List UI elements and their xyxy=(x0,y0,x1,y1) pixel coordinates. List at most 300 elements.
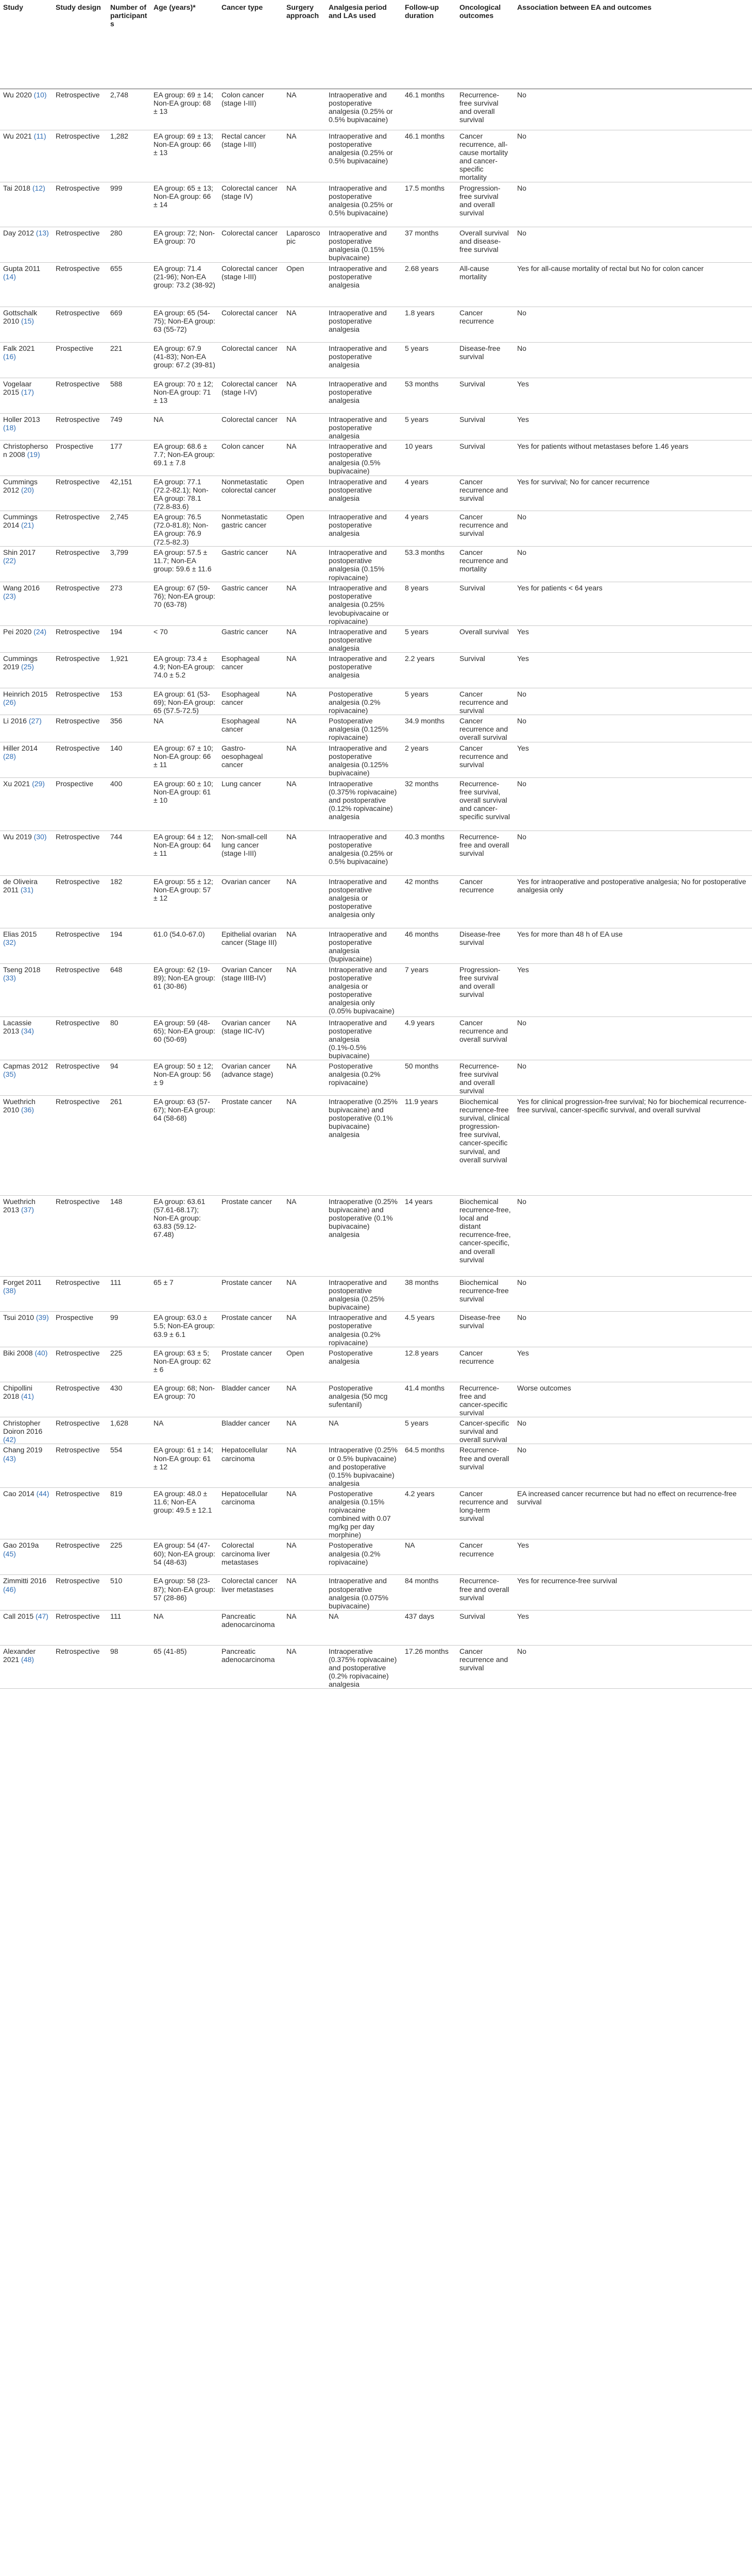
study-cell xyxy=(0,1417,53,1444)
association-cell: Yes xyxy=(514,742,752,777)
cancer-type-cell: Colon cancer (stage I-III) xyxy=(218,89,283,130)
cancer-type-cell: Colorectal cancer (stage I-III) xyxy=(218,262,283,307)
association-cell: No xyxy=(514,182,752,227)
age-cell: EA group: 77.1 (72.2-82.1); Non-EA group: 78.1 (72.8-83.6) xyxy=(150,476,218,511)
age-cell: EA group: 68; Non-EA group: 70 xyxy=(150,1382,218,1417)
reference-link[interactable]: (36) xyxy=(21,1106,34,1114)
reference-link[interactable]: (20) xyxy=(21,485,34,494)
study-name: Cummings 2014 xyxy=(3,513,38,530)
age-cell: EA group: 58 (23-87); Non-EA group: 57 (28-86) xyxy=(150,1575,218,1610)
association-cell: Worse outcomes xyxy=(514,1382,752,1417)
study-name: Cummings 2012 xyxy=(3,477,38,494)
oncological-outcomes-cell: Cancer recurrence and survival xyxy=(456,688,514,715)
study-design-cell: Retrospective xyxy=(53,1539,107,1575)
association-cell: Yes for all-cause mortality of rectal but No for colon cancer xyxy=(514,262,752,307)
analgesia-cell: Intraoperative (0.25% bupivacaine) and postoperative (0.1% bupivacaine) analgesia xyxy=(326,1196,402,1277)
study-design-cell: Retrospective xyxy=(53,378,107,413)
surgery-approach-cell: Open xyxy=(283,262,326,307)
oncological-outcomes-cell: Overall survival and disease-free survival xyxy=(456,227,514,262)
study-design-cell: Retrospective xyxy=(53,715,107,742)
age-cell: EA group: 69 ± 14; Non-EA group: 68 ± 13 xyxy=(150,89,218,130)
association-cell: No xyxy=(514,777,752,831)
reference-link[interactable]: (40) xyxy=(35,1348,48,1357)
follow-up-cell: 11.9 years xyxy=(402,1096,456,1196)
follow-up-cell: 5 years xyxy=(402,413,456,440)
study-cell xyxy=(0,413,53,440)
reference-link[interactable]: (28) xyxy=(3,752,16,760)
table-row xyxy=(0,476,752,511)
study-design-cell: Retrospective xyxy=(53,1096,107,1196)
table-row xyxy=(0,1382,752,1417)
table-row xyxy=(0,440,752,476)
association-cell: Yes for more than 48 h of EA use xyxy=(514,928,752,963)
analgesia-cell: Intraoperative and postoperative analgesia (0.25% or 0.5% bupivacaine) xyxy=(326,182,402,227)
reference-link[interactable]: (25) xyxy=(21,663,34,671)
reference-link[interactable]: (17) xyxy=(21,387,34,396)
analgesia-cell: Intraoperative and postoperative analgesia xyxy=(326,378,402,413)
participants-cell: 80 xyxy=(107,1016,150,1060)
reference-link[interactable]: (37) xyxy=(21,1206,34,1214)
study-name: Cao 2014 xyxy=(3,1489,37,1498)
study-design-cell: Prospective xyxy=(53,777,107,831)
study-name: Christopherson 2008 xyxy=(3,442,48,459)
analgesia-cell: Intraoperative and postoperative analgesia (bupivacaine) xyxy=(326,928,402,963)
table-row xyxy=(0,1645,752,1688)
reference-link[interactable]: (22) xyxy=(3,556,16,565)
analgesia-cell: Postoperative analgesia (0.2% ropivacaine) xyxy=(326,688,402,715)
study-cell xyxy=(0,875,53,928)
participants-cell: 999 xyxy=(107,182,150,227)
study-cell xyxy=(0,1060,53,1096)
table-row xyxy=(0,715,752,742)
cancer-type-cell: Hepatocellular carcinoma xyxy=(218,1444,283,1487)
follow-up-cell: 4 years xyxy=(402,476,456,511)
table-row xyxy=(0,511,752,547)
study-cell xyxy=(0,511,53,547)
follow-up-cell: 4 years xyxy=(402,511,456,547)
oncological-outcomes-cell: Survival xyxy=(456,413,514,440)
study-design-cell: Retrospective xyxy=(53,1277,107,1312)
table-row xyxy=(0,625,752,652)
reference-link[interactable]: (38) xyxy=(3,1286,16,1295)
surgery-approach-cell: NA xyxy=(283,963,326,1016)
oncological-outcomes-cell: Recurrence-free survival and overall survival xyxy=(456,89,514,130)
study-cell xyxy=(0,227,53,262)
reference-link[interactable]: (35) xyxy=(3,1070,16,1079)
oncological-outcomes-cell: Recurrence-free survival and overall survival xyxy=(456,1060,514,1096)
study-name: Wu 2019 xyxy=(3,832,34,841)
age-cell: EA group: 63.61 (57.61-68.17); Non-EA group: 63.83 (59.12-67.48) xyxy=(150,1196,218,1277)
study-name: Li 2016 xyxy=(3,717,29,725)
study-cell xyxy=(0,1444,53,1487)
participants-cell: 2,748 xyxy=(107,89,150,130)
participants-cell: 225 xyxy=(107,1347,150,1382)
analgesia-cell: Intraoperative and postoperative analgesia (0.25% bupivacaine) xyxy=(326,1277,402,1312)
reference-link[interactable]: (27) xyxy=(28,717,42,725)
reference-link[interactable]: (41) xyxy=(21,1392,34,1400)
study-design-cell: Retrospective xyxy=(53,963,107,1016)
reference-link[interactable]: (30) xyxy=(33,832,47,841)
study-name: Tsui 2010 xyxy=(3,1313,36,1322)
follow-up-cell: 5 years xyxy=(402,688,456,715)
analgesia-cell: Intraoperative and postoperative analgesia (0.2% ropivacaine) xyxy=(326,1312,402,1347)
oncological-outcomes-cell: Progression-free survival and overall survival xyxy=(456,963,514,1016)
reference-link[interactable]: (24) xyxy=(33,627,47,636)
column-header-follow-up: Follow-up duration xyxy=(402,0,456,89)
follow-up-cell: 53 months xyxy=(402,378,456,413)
cancer-type-cell: Pancreatic adenocarcinoma xyxy=(218,1610,283,1645)
oncological-outcomes-cell: Cancer recurrence, all-cause mortality and cancer-specific mortality xyxy=(456,130,514,182)
study-design-cell: Retrospective xyxy=(53,1060,107,1096)
oncological-outcomes-cell: Survival xyxy=(456,1610,514,1645)
study-name: Wu 2021 xyxy=(3,132,34,140)
analgesia-cell: Intraoperative and postoperative analgesia (0.075% bupivacaine) xyxy=(326,1575,402,1610)
age-cell: NA xyxy=(150,413,218,440)
oncological-outcomes-cell: Survival xyxy=(456,652,514,688)
study-design-cell: Retrospective xyxy=(53,688,107,715)
reference-link[interactable]: (19) xyxy=(27,450,40,459)
study-design-cell: Prospective xyxy=(53,1312,107,1347)
study-design-cell: Retrospective xyxy=(53,582,107,625)
reference-link[interactable]: (43) xyxy=(3,1454,16,1463)
reference-link[interactable]: (34) xyxy=(21,1026,34,1035)
association-cell: Yes for intraoperative and postoperative analgesia; No for postoperative analgesia only xyxy=(514,875,752,928)
surgery-approach-cell: NA xyxy=(283,831,326,875)
cancer-type-cell: Colorectal cancer (stage IV) xyxy=(218,182,283,227)
surgery-approach-cell: NA xyxy=(283,928,326,963)
association-cell: Yes xyxy=(514,1347,752,1382)
age-cell: EA group: 59 (48-65); Non-EA group: 60 (50-69) xyxy=(150,1016,218,1060)
analgesia-cell: Intraoperative and postoperative analgesia xyxy=(326,652,402,688)
reference-link[interactable]: (42) xyxy=(3,1435,16,1444)
table-row xyxy=(0,89,752,130)
column-header-cancer-type: Cancer type xyxy=(218,0,283,89)
oncological-outcomes-cell: Cancer-specific survival and overall survival xyxy=(456,1417,514,1444)
participants-cell: 749 xyxy=(107,413,150,440)
association-cell: No xyxy=(514,831,752,875)
oncological-outcomes-cell: Recurrence-free and cancer-specific survival xyxy=(456,1382,514,1417)
participants-cell: 225 xyxy=(107,1539,150,1575)
study-design-cell: Retrospective xyxy=(53,875,107,928)
surgery-approach-cell: NA xyxy=(283,130,326,182)
table-row xyxy=(0,547,752,582)
participants-cell: 588 xyxy=(107,378,150,413)
follow-up-cell: 53.3 months xyxy=(402,547,456,582)
study-name: Chipollini 2018 xyxy=(3,1383,32,1400)
study-cell xyxy=(0,440,53,476)
analgesia-cell: Intraoperative and postoperative analgesia xyxy=(326,262,402,307)
reference-link[interactable]: (32) xyxy=(3,938,16,946)
study-cell xyxy=(0,963,53,1016)
oncological-outcomes-cell: Cancer recurrence xyxy=(456,307,514,342)
reference-link[interactable]: (10) xyxy=(33,91,47,99)
follow-up-cell: NA xyxy=(402,1539,456,1575)
follow-up-cell: 17.26 months xyxy=(402,1645,456,1688)
study-cell xyxy=(0,1610,53,1645)
follow-up-cell: 4.9 years xyxy=(402,1016,456,1060)
follow-up-cell: 2.68 years xyxy=(402,262,456,307)
reference-link[interactable]: (29) xyxy=(32,779,45,788)
participants-cell: 655 xyxy=(107,262,150,307)
analgesia-cell: Intraoperative and postoperative analgesia xyxy=(326,625,402,652)
reference-link[interactable]: (18) xyxy=(3,423,16,432)
follow-up-cell: 42 months xyxy=(402,875,456,928)
association-cell: Yes for survival; No for cancer recurrence xyxy=(514,476,752,511)
study-name: Alexander 2021 xyxy=(3,1647,36,1664)
follow-up-cell: 46 months xyxy=(402,928,456,963)
oncological-outcomes-cell: Cancer recurrence xyxy=(456,875,514,928)
table-row xyxy=(0,1016,752,1060)
oncological-outcomes-cell: Recurrence-free and overall survival xyxy=(456,831,514,875)
follow-up-cell: 5 years xyxy=(402,1417,456,1444)
reference-link[interactable]: (33) xyxy=(3,973,16,982)
analgesia-cell: Postoperative analgesia (0.125% ropivacaine) xyxy=(326,715,402,742)
oncological-outcomes-cell: Cancer recurrence and overall survival xyxy=(456,715,514,742)
participants-cell: 94 xyxy=(107,1060,150,1096)
reference-link[interactable]: (14) xyxy=(3,272,16,281)
follow-up-cell: 5 years xyxy=(402,625,456,652)
study-design-cell: Retrospective xyxy=(53,89,107,130)
follow-up-cell: 84 months xyxy=(402,1575,456,1610)
table-row xyxy=(0,1277,752,1312)
analgesia-cell: Postoperative analgesia (0.2% ropivacaine) xyxy=(326,1539,402,1575)
surgery-approach-cell: NA xyxy=(283,1060,326,1096)
study-cell xyxy=(0,1347,53,1382)
column-header-study-design: Study design xyxy=(53,0,107,89)
reference-link[interactable]: (23) xyxy=(3,592,16,601)
reference-link[interactable]: (31) xyxy=(21,885,33,894)
table-body xyxy=(0,89,752,1689)
table-row xyxy=(0,378,752,413)
association-cell: Yes xyxy=(514,625,752,652)
study-cell xyxy=(0,262,53,307)
study-name: de Oliveira 2011 xyxy=(3,877,38,894)
cancer-type-cell: Prostate cancer xyxy=(218,1347,283,1382)
study-design-cell: Retrospective xyxy=(53,130,107,182)
study-name: Wu 2020 xyxy=(3,91,34,99)
participants-cell: 744 xyxy=(107,831,150,875)
association-cell: Yes for recurrence-free survival xyxy=(514,1575,752,1610)
association-cell: No xyxy=(514,89,752,130)
follow-up-cell: 17.5 months xyxy=(402,182,456,227)
cancer-type-cell: Nonmetastatic colorectal cancer xyxy=(218,476,283,511)
follow-up-cell: 46.1 months xyxy=(402,89,456,130)
follow-up-cell: 32 months xyxy=(402,777,456,831)
reference-link[interactable]: (16) xyxy=(3,352,16,361)
study-name: Zimmitti 2016 xyxy=(3,1577,47,1585)
study-design-cell: Retrospective xyxy=(53,1016,107,1060)
follow-up-cell: 2 years xyxy=(402,742,456,777)
study-cell xyxy=(0,1487,53,1539)
study-name: Christopher Doiron 2016 xyxy=(3,1419,43,1436)
reference-link[interactable]: (13) xyxy=(36,228,49,237)
association-cell: No xyxy=(514,1444,752,1487)
association-cell: Yes for patients without metastases before 1.46 years xyxy=(514,440,752,476)
analgesia-cell: Intraoperative and postoperative analgesia (0.25% or 0.5% bupivacaine) xyxy=(326,831,402,875)
association-cell: Yes xyxy=(514,652,752,688)
oncological-outcomes-cell: Cancer recurrence xyxy=(456,1539,514,1575)
reference-link[interactable]: (12) xyxy=(32,183,45,192)
study-design-cell: Retrospective xyxy=(53,1645,107,1688)
reference-link[interactable]: (39) xyxy=(36,1313,49,1322)
age-cell: EA group: 68.6 ± 7.7; Non-EA group: 69.1 ± 7.8 xyxy=(150,440,218,476)
table-row xyxy=(0,1610,752,1645)
participants-cell: 819 xyxy=(107,1487,150,1539)
association-cell: EA increased cancer recurrence but had no effect on recurrence-free survival xyxy=(514,1487,752,1539)
table-row xyxy=(0,130,752,182)
surgery-approach-cell: NA xyxy=(283,1382,326,1417)
follow-up-cell: 1.8 years xyxy=(402,307,456,342)
study-name: Call 2015 xyxy=(3,1612,36,1620)
age-cell: EA group: 73.4 ± 4.9; Non-EA group: 74.0 ± 5.2 xyxy=(150,652,218,688)
oncological-outcomes-cell: Cancer recurrence and mortality xyxy=(456,547,514,582)
participants-cell: 1,628 xyxy=(107,1417,150,1444)
study-cell xyxy=(0,1575,53,1610)
age-cell: EA group: 64 ± 12; Non-EA group: 64 ± 11 xyxy=(150,831,218,875)
participants-cell: 194 xyxy=(107,928,150,963)
follow-up-cell: 2.2 years xyxy=(402,652,456,688)
reference-link[interactable]: (44) xyxy=(36,1489,49,1498)
participants-cell: 111 xyxy=(107,1277,150,1312)
cancer-type-cell: Ovarian cancer (advance stage) xyxy=(218,1060,283,1096)
association-cell: No xyxy=(514,1196,752,1277)
analgesia-cell: Intraoperative (0.375% ropivacaine) and postoperative (0.2% ropivacaine) analgesia xyxy=(326,1645,402,1688)
follow-up-cell: 38 months xyxy=(402,1277,456,1312)
table-row xyxy=(0,1196,752,1277)
association-cell: Yes xyxy=(514,378,752,413)
reference-link[interactable]: (21) xyxy=(21,521,34,530)
participants-cell: 400 xyxy=(107,777,150,831)
association-cell: No xyxy=(514,1016,752,1060)
study-cell xyxy=(0,742,53,777)
table-row xyxy=(0,1096,752,1196)
study-name: Cummings 2019 xyxy=(3,654,38,671)
follow-up-cell: 5 years xyxy=(402,342,456,378)
reference-link[interactable]: (26) xyxy=(3,698,16,707)
follow-up-cell: 41.4 months xyxy=(402,1382,456,1417)
surgery-approach-cell: NA xyxy=(283,89,326,130)
surgery-approach-cell: NA xyxy=(283,307,326,342)
association-cell: No xyxy=(514,1312,752,1347)
cancer-type-cell: Prostate cancer xyxy=(218,1312,283,1347)
table-header xyxy=(0,0,752,89)
follow-up-cell: 64.5 months xyxy=(402,1444,456,1487)
table-row xyxy=(0,1444,752,1487)
study-design-cell: Retrospective xyxy=(53,742,107,777)
age-cell: EA group: 70 ± 12; Non-EA group: 71 ± 13 xyxy=(150,378,218,413)
table-row xyxy=(0,1312,752,1347)
study-design-cell: Retrospective xyxy=(53,547,107,582)
surgery-approach-cell: NA xyxy=(283,342,326,378)
table-row xyxy=(0,742,752,777)
reference-link[interactable]: (46) xyxy=(3,1585,16,1594)
association-cell: No xyxy=(514,307,752,342)
study-design-cell: Retrospective xyxy=(53,1444,107,1487)
analgesia-cell: NA xyxy=(326,1610,402,1645)
table-row xyxy=(0,582,752,625)
reference-link[interactable]: (15) xyxy=(21,316,34,325)
association-cell: No xyxy=(514,130,752,182)
surgery-approach-cell: NA xyxy=(283,1645,326,1688)
study-design-cell: Prospective xyxy=(53,440,107,476)
oncological-outcomes-cell: Disease-free survival xyxy=(456,1312,514,1347)
association-cell: No xyxy=(514,1277,752,1312)
analgesia-cell: Intraoperative and postoperative analgesia xyxy=(326,413,402,440)
analgesia-cell: Intraoperative and postoperative analgesia (0.25% levobupivacaine or ropivacaine) xyxy=(326,582,402,625)
table-row xyxy=(0,928,752,963)
study-name: Heinrich 2015 xyxy=(3,689,48,698)
age-cell: 65 ± 7 xyxy=(150,1277,218,1312)
association-cell: No xyxy=(514,1645,752,1688)
surgery-approach-cell: NA xyxy=(283,1312,326,1347)
study-design-cell: Retrospective xyxy=(53,1610,107,1645)
study-name: Shin 2017 xyxy=(3,548,36,557)
reference-link[interactable]: (11) xyxy=(33,132,46,140)
analgesia-cell: Intraoperative and postoperative analgesia (0.25% or 0.5% bupivacaine) xyxy=(326,130,402,182)
study-design-cell: Retrospective xyxy=(53,511,107,547)
cancer-type-cell: Epithelial ovarian cancer (Stage III) xyxy=(218,928,283,963)
table-row xyxy=(0,831,752,875)
participants-cell: 177 xyxy=(107,440,150,476)
reference-link[interactable]: (45) xyxy=(3,1549,16,1558)
column-header-association: Association between EA and outcomes xyxy=(514,0,752,89)
reference-link[interactable]: (48) xyxy=(21,1655,34,1664)
association-cell: No xyxy=(514,511,752,547)
study-name: Gao 2019a xyxy=(3,1541,39,1550)
follow-up-cell: 14 years xyxy=(402,1196,456,1277)
study-name: Pei 2020 xyxy=(3,627,34,636)
table-row xyxy=(0,413,752,440)
column-header-surgery-approach: Surgery approach xyxy=(283,0,326,89)
surgery-approach-cell: NA xyxy=(283,875,326,928)
follow-up-cell: 10 years xyxy=(402,440,456,476)
cancer-type-cell: Esophageal cancer xyxy=(218,652,283,688)
analgesia-cell: Postoperative analgesia (50 mcg sufentanil) xyxy=(326,1382,402,1417)
cancer-type-cell: Prostate cancer xyxy=(218,1196,283,1277)
oncological-outcomes-cell: Cancer recurrence and survival xyxy=(456,511,514,547)
reference-link[interactable]: (47) xyxy=(36,1612,48,1620)
age-cell: EA group: 72; Non-EA group: 70 xyxy=(150,227,218,262)
association-cell: Yes xyxy=(514,1539,752,1575)
surgery-approach-cell: NA xyxy=(283,715,326,742)
study-design-cell: Retrospective xyxy=(53,413,107,440)
cancer-type-cell: Hepatocellular carcinoma xyxy=(218,1487,283,1539)
age-cell: EA group: 55 ± 12; Non-EA group: 57 ± 12 xyxy=(150,875,218,928)
association-cell: No xyxy=(514,227,752,262)
surgery-approach-cell: NA xyxy=(283,1417,326,1444)
age-cell: EA group: 67.9 (41-83); Non-EA group: 67.2 (39-81) xyxy=(150,342,218,378)
analgesia-cell: NA xyxy=(326,1417,402,1444)
association-cell: No xyxy=(514,688,752,715)
participants-cell: 2,745 xyxy=(107,511,150,547)
age-cell: EA group: 65 ± 13; Non-EA group: 66 ± 14 xyxy=(150,182,218,227)
age-cell: EA group: 60 ± 10; Non-EA group: 61 ± 10 xyxy=(150,777,218,831)
study-design-cell: Retrospective xyxy=(53,1196,107,1277)
follow-up-cell: 37 months xyxy=(402,227,456,262)
participants-cell: 554 xyxy=(107,1444,150,1487)
cancer-type-cell: Rectal cancer (stage I-III) xyxy=(218,130,283,182)
study-design-cell: Retrospective xyxy=(53,1417,107,1444)
participants-cell: 98 xyxy=(107,1645,150,1688)
study-design-cell: Retrospective xyxy=(53,307,107,342)
column-header-study: Study xyxy=(0,0,53,89)
study-cell xyxy=(0,928,53,963)
surgery-approach-cell: NA xyxy=(283,652,326,688)
study-name: Vogelaar 2015 xyxy=(3,379,32,396)
surgery-approach-cell: NA xyxy=(283,1610,326,1645)
participants-cell: 99 xyxy=(107,1312,150,1347)
cancer-type-cell: Non-small-cell lung cancer (stage I-III) xyxy=(218,831,283,875)
